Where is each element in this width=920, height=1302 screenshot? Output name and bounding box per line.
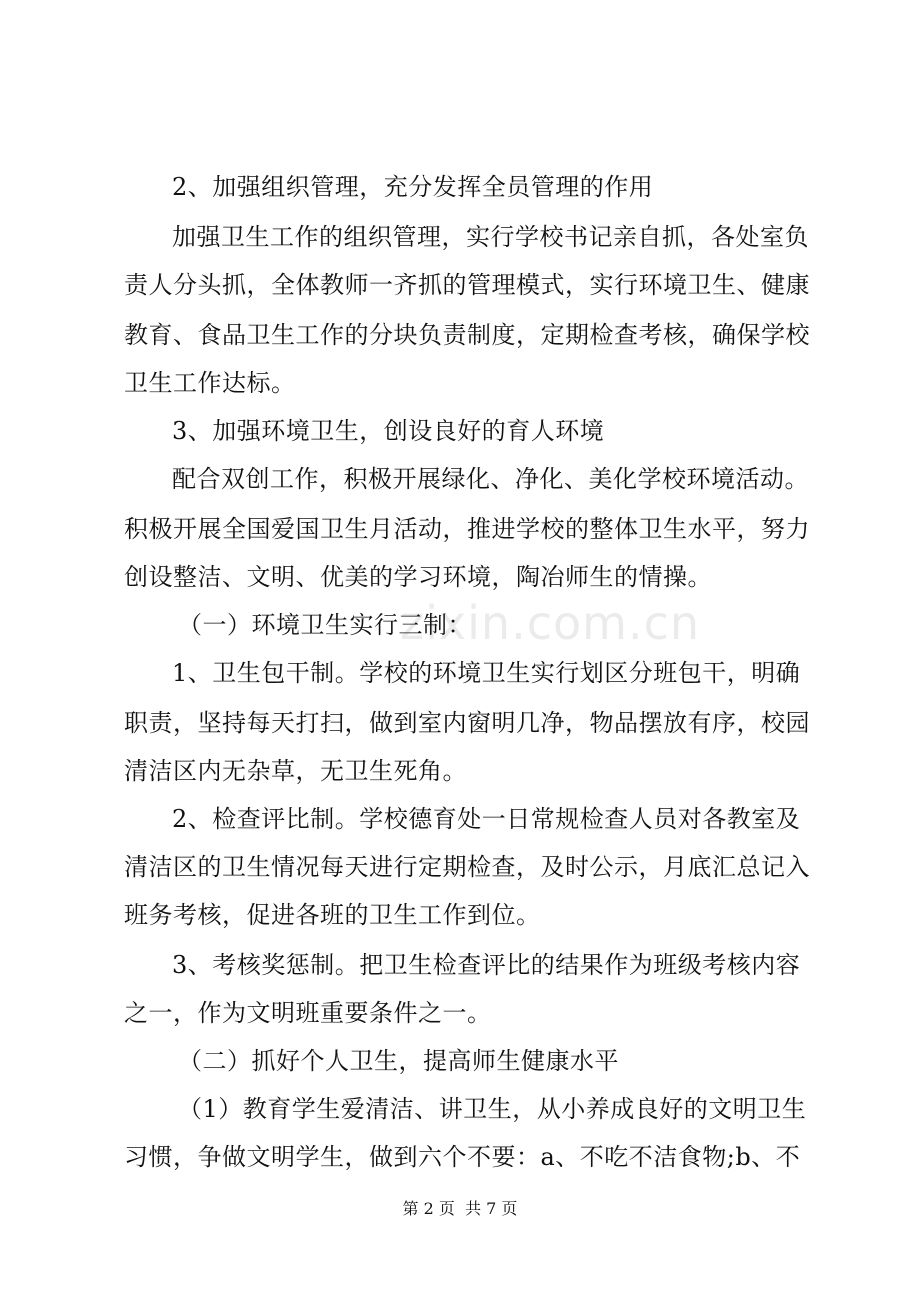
- paragraph-line: 之一，作为文明班重要条件之一。: [124, 999, 492, 1027]
- paragraph-line: 配合双创工作，积极开展绿化、净化、美化学校环境活动。: [172, 465, 809, 493]
- heading-2: 2、加强组织管理，充分发挥全员管理的作用: [172, 173, 654, 201]
- paragraph-line: 加强卫生工作的组织管理，实行学校书记亲自抓，各处室负: [172, 223, 809, 251]
- paragraph-line: 卫生工作达标。: [124, 369, 296, 397]
- paragraph-line: 清洁区内无杂草，无卫生死角。: [124, 757, 467, 785]
- heading-3: 3、加强环境卫生，创设良好的育人环境: [172, 417, 605, 445]
- paragraph-line: 2、检查评比制。学校德育处一日常规检查人员对各教室及: [172, 805, 801, 833]
- paragraph-line: 积极开展全国爱国卫生月活动，推进学校的整体卫生水平，努力: [124, 515, 810, 543]
- paragraph-line: （1）教育学生爱清洁、讲卫生，从小养成良好的文明卫生: [178, 1095, 807, 1123]
- subheading-2: （二）抓好个人卫生，提高师生健康水平: [178, 1047, 619, 1075]
- paragraph-line: 班务考核，促进各班的卫生工作到位。: [124, 901, 541, 929]
- watermark: zixin.com.cn: [400, 596, 701, 650]
- subheading-1: （一）环境卫生实行三制：: [178, 611, 472, 639]
- paragraph-line: 创设整洁、文明、优美的学习环境，陶冶师生的情操。: [124, 563, 712, 591]
- paragraph-line: 清洁区的卫生情况每天进行定期检查，及时公示，月底汇总记入: [124, 853, 810, 881]
- paragraph-line: 3、考核奖惩制。把卫生检查评比的结果作为班级考核内容: [172, 951, 801, 979]
- paragraph-line: 1、卫生包干制。学校的环境卫生实行划区分班包干，明确: [172, 659, 801, 687]
- paragraph-line: 职责，坚持每天打扫，做到室内窗明几净，物品摆放有序，校园: [124, 709, 810, 737]
- paragraph-line: 教育、食品卫生工作的分块负责制度，定期检查考核，确保学校: [124, 321, 810, 349]
- paragraph-line: 责人分头抓，全体教师一齐抓的管理模式，实行环境卫生、健康: [124, 271, 810, 299]
- paragraph-line: 习惯，争做文明学生，做到六个不要：a、不吃不洁食物;b、不: [124, 1143, 801, 1171]
- page-footer: 第 2 页 共 7 页: [402, 1199, 518, 1218]
